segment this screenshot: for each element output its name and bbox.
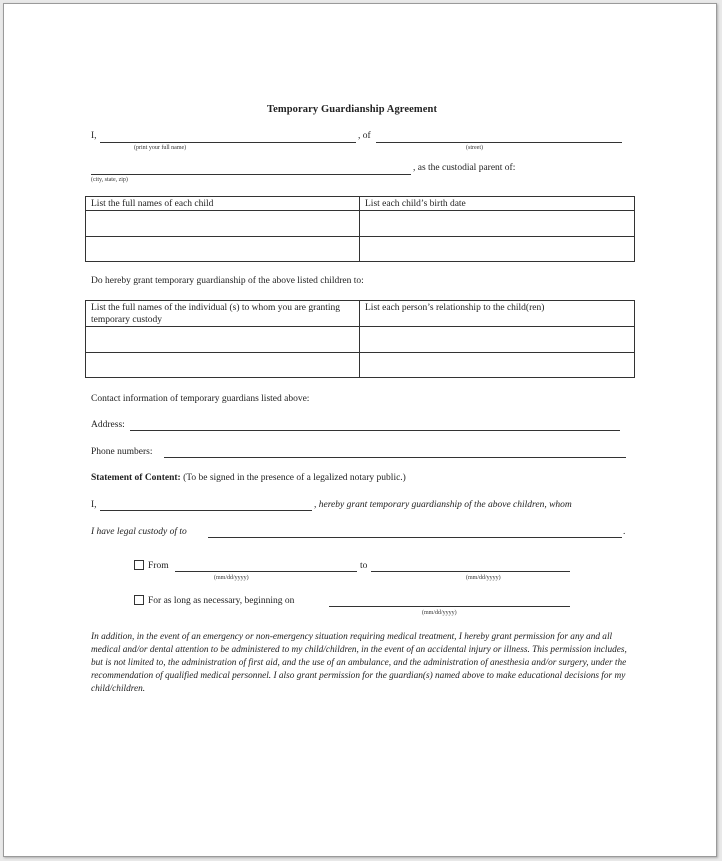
street-field[interactable] <box>376 142 622 143</box>
custodial-parent-label: , as the custodial parent of: <box>413 163 516 173</box>
consent-note: (To be signed in the presence of a legalized notary public.) <box>183 473 406 483</box>
medical-permission-paragraph: In addition, in the event of an emergency or non-emergency situation requiring medical treatment, I hereby grant permission for any and all medical and/or dental attention to be administered to my child/children, in the event of an accidental injury or illness. This permission includes, but is not limited to, the administration of first aid, and the use of an ambulance, and the administration of anesthesia and/or surgery, under the recommendation of qualified medical personnel. I also grant permission for the guardian(s) named above to make educational decisions for my child/children. <box>91 632 627 694</box>
print-name-hint: (print your full name) <box>134 145 187 151</box>
consent-line1-suffix: , hereby grant temporary guardianship of the above children, whom <box>314 500 572 510</box>
guardian-relationship-cell[interactable] <box>360 353 635 378</box>
city-hint: (city, state, zip) <box>91 177 128 183</box>
document-page <box>3 3 717 857</box>
from-label: From <box>148 561 169 571</box>
child-name-header: List the full names of each child <box>86 197 360 211</box>
guardian-name-cell[interactable] <box>86 353 360 378</box>
guardian-name-cell[interactable] <box>86 327 360 353</box>
of-label: , of <box>358 131 371 141</box>
table-row <box>86 237 635 262</box>
consent-label: Statement of Content: <box>91 473 181 483</box>
to-date-field[interactable] <box>371 571 570 572</box>
table-row <box>86 327 635 353</box>
phone-label: Phone numbers: <box>91 447 153 457</box>
city-state-zip-field[interactable] <box>91 174 411 175</box>
address-label: Address: <box>91 420 125 430</box>
contact-heading: Contact information of temporary guardians listed above: <box>91 394 310 404</box>
child-name-cell[interactable] <box>86 211 360 237</box>
guardian-relationship-header: List each person’s relationship to the child(ren) <box>360 301 635 327</box>
consent-line2-suffix: . <box>623 527 626 537</box>
from-date-hint: (mm/dd/yyyy) <box>214 575 249 581</box>
to-label: to <box>360 561 368 571</box>
child-birthdate-cell[interactable] <box>360 211 635 237</box>
child-birthdate-cell[interactable] <box>360 237 635 262</box>
grant-text: Do hereby grant temporary guardianship of the above listed children to: <box>91 276 364 286</box>
table-header-row <box>86 197 635 211</box>
child-birthdate-header: List each child’s birth date <box>360 197 635 211</box>
guardian-relationship-cell[interactable] <box>360 327 635 353</box>
from-checkbox[interactable] <box>134 560 144 570</box>
consent-line2-prefix: I have legal custody of to <box>91 527 187 537</box>
table-row <box>86 211 635 237</box>
phone-field[interactable] <box>164 457 626 458</box>
children-table <box>85 196 635 262</box>
beginning-date-hint: (mm/dd/yyyy) <box>422 610 457 616</box>
document-title: Temporary Guardianship Agreement <box>267 104 438 115</box>
parent-name-field[interactable] <box>100 142 356 143</box>
custody-field[interactable] <box>208 537 622 538</box>
child-name-cell[interactable] <box>86 237 360 262</box>
from-date-field[interactable] <box>175 571 357 572</box>
beginning-date-field[interactable] <box>329 606 570 607</box>
consent-line1-prefix: I, <box>91 500 97 510</box>
indefinite-label: For as long as necessary, beginning on <box>148 596 295 606</box>
consent-name-field[interactable] <box>100 510 312 511</box>
address-field[interactable] <box>130 430 620 431</box>
table-header-row <box>86 301 635 327</box>
street-hint: (street) <box>466 145 483 151</box>
name-prefix: I, <box>91 131 97 141</box>
table-row <box>86 353 635 378</box>
to-date-hint: (mm/dd/yyyy) <box>466 575 501 581</box>
guardians-table <box>85 300 635 378</box>
consent-heading <box>91 473 406 483</box>
indefinite-checkbox[interactable] <box>134 595 144 605</box>
guardian-name-header: List the full names of the individual (s) to whom you are granting temporary custody <box>86 301 360 327</box>
